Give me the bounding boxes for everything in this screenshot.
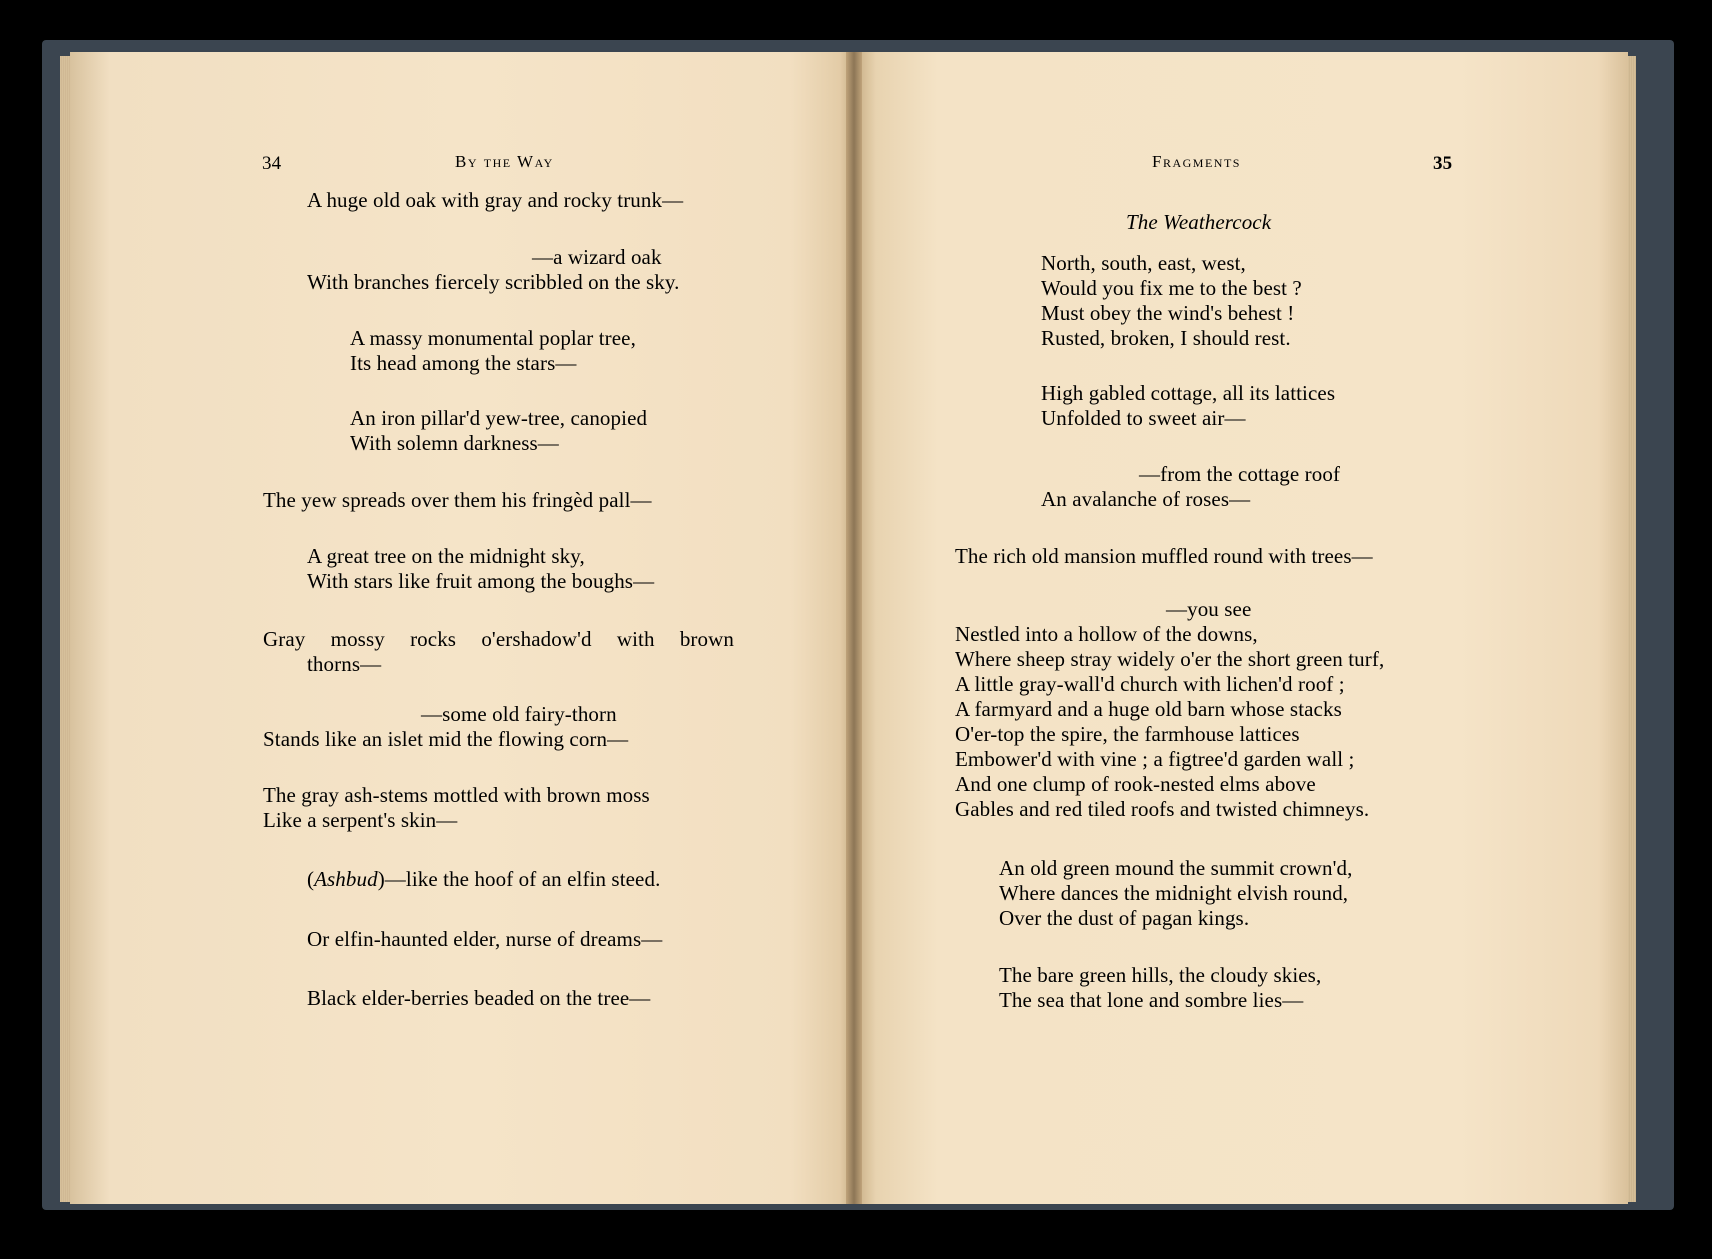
verse-line: Stands like an islet mid the flowing corn— [263,727,629,751]
ashbud-open-paren: ( [307,867,315,891]
verse-line: Would you fix me to the best ? [1041,276,1302,300]
verse-line: Nestled into a hollow of the downs, [955,622,1258,646]
verse-line: The gray ash-stems mottled with brown moss [263,783,650,807]
page-number-left: 34 [262,153,282,174]
verse-line: Gables and red tiled roofs and twisted chimneys. [955,797,1370,821]
verse-line: Like a serpent's skin— [263,808,458,832]
verse-line-ashbud [307,867,660,891]
verse-line: Where dances the midnight elvish round, [999,881,1349,905]
verse-line: Unfolded to sweet air— [1041,406,1246,430]
verse-line: Embower'd with vine ; a figtree'd garden wall ; [955,747,1355,771]
verse-line: Must obey the wind's behest ! [1041,301,1295,325]
verse-line: The sea that lone and sombre lies— [999,988,1304,1012]
ashbud-rest: )—like the hoof of an elfin steed. [377,867,661,891]
verse-line: Rusted, broken, I should rest. [1041,326,1291,350]
verse-line: And one clump of rook-nested elms above [955,772,1316,796]
page-number-right: 35 [1433,153,1453,174]
verse-line: A little gray-wall'd church with lichen'd roof ; [955,672,1345,696]
verse-line: Its head among the stars— [350,351,577,375]
verse-line: A massy monumental poplar tree, [350,326,636,350]
verse-line: An avalanche of roses— [1041,487,1251,511]
verse-line: The yew spreads over them his fringèd pall— [263,488,652,512]
verse-line: A great tree on the midnight sky, [307,544,585,568]
verse-line: O'er-top the spire, the farmhouse lattices [955,722,1300,746]
book-gutter [846,52,862,1204]
running-head-right: Fragments [1152,152,1241,171]
verse-line: A farmyard and a huge old barn whose stacks [955,697,1342,721]
verse-line: Over the dust of pagan kings. [999,906,1250,930]
verse-line: The rich old mansion muffled round with trees— [955,544,1373,568]
verse-line: An old green mound the summit crown'd, [999,856,1353,880]
verse-line: —a wizard oak [532,245,662,269]
verse-line: Where sheep stray widely o'er the short green turf, [955,647,1385,671]
ashbud-italic: Ashbud [314,867,378,891]
verse-line: thorns— [307,652,382,676]
verse-line: A huge old oak with gray and rocky trunk— [307,188,684,212]
verse-line: With branches fiercely scribbled on the sky. [307,270,680,294]
verse-line: An iron pillar'd yew-tree, canopied [350,406,648,430]
verse-line: Black elder-berries beaded on the tree— [307,986,651,1010]
verse-line: Gray mossy rocks o'ershadow'd with brown [263,627,734,651]
verse-line: The bare green hills, the cloudy skies, [999,963,1322,987]
verse-line: North, south, east, west, [1041,251,1246,275]
verse-line: Or elfin-haunted elder, nurse of dreams— [307,927,663,951]
verse-line: —from the cottage roof [1139,462,1341,486]
verse-line: With stars like fruit among the boughs— [307,569,655,593]
running-head-left: By the Way [455,152,554,171]
poem-title: The Weathercock [1126,210,1272,234]
verse-line: —some old fairy-thorn [421,702,617,726]
verse-line: —you see [1166,597,1252,621]
verse-line: High gabled cottage, all its lattices [1041,381,1336,405]
verse-line: With solemn darkness— [350,431,559,455]
